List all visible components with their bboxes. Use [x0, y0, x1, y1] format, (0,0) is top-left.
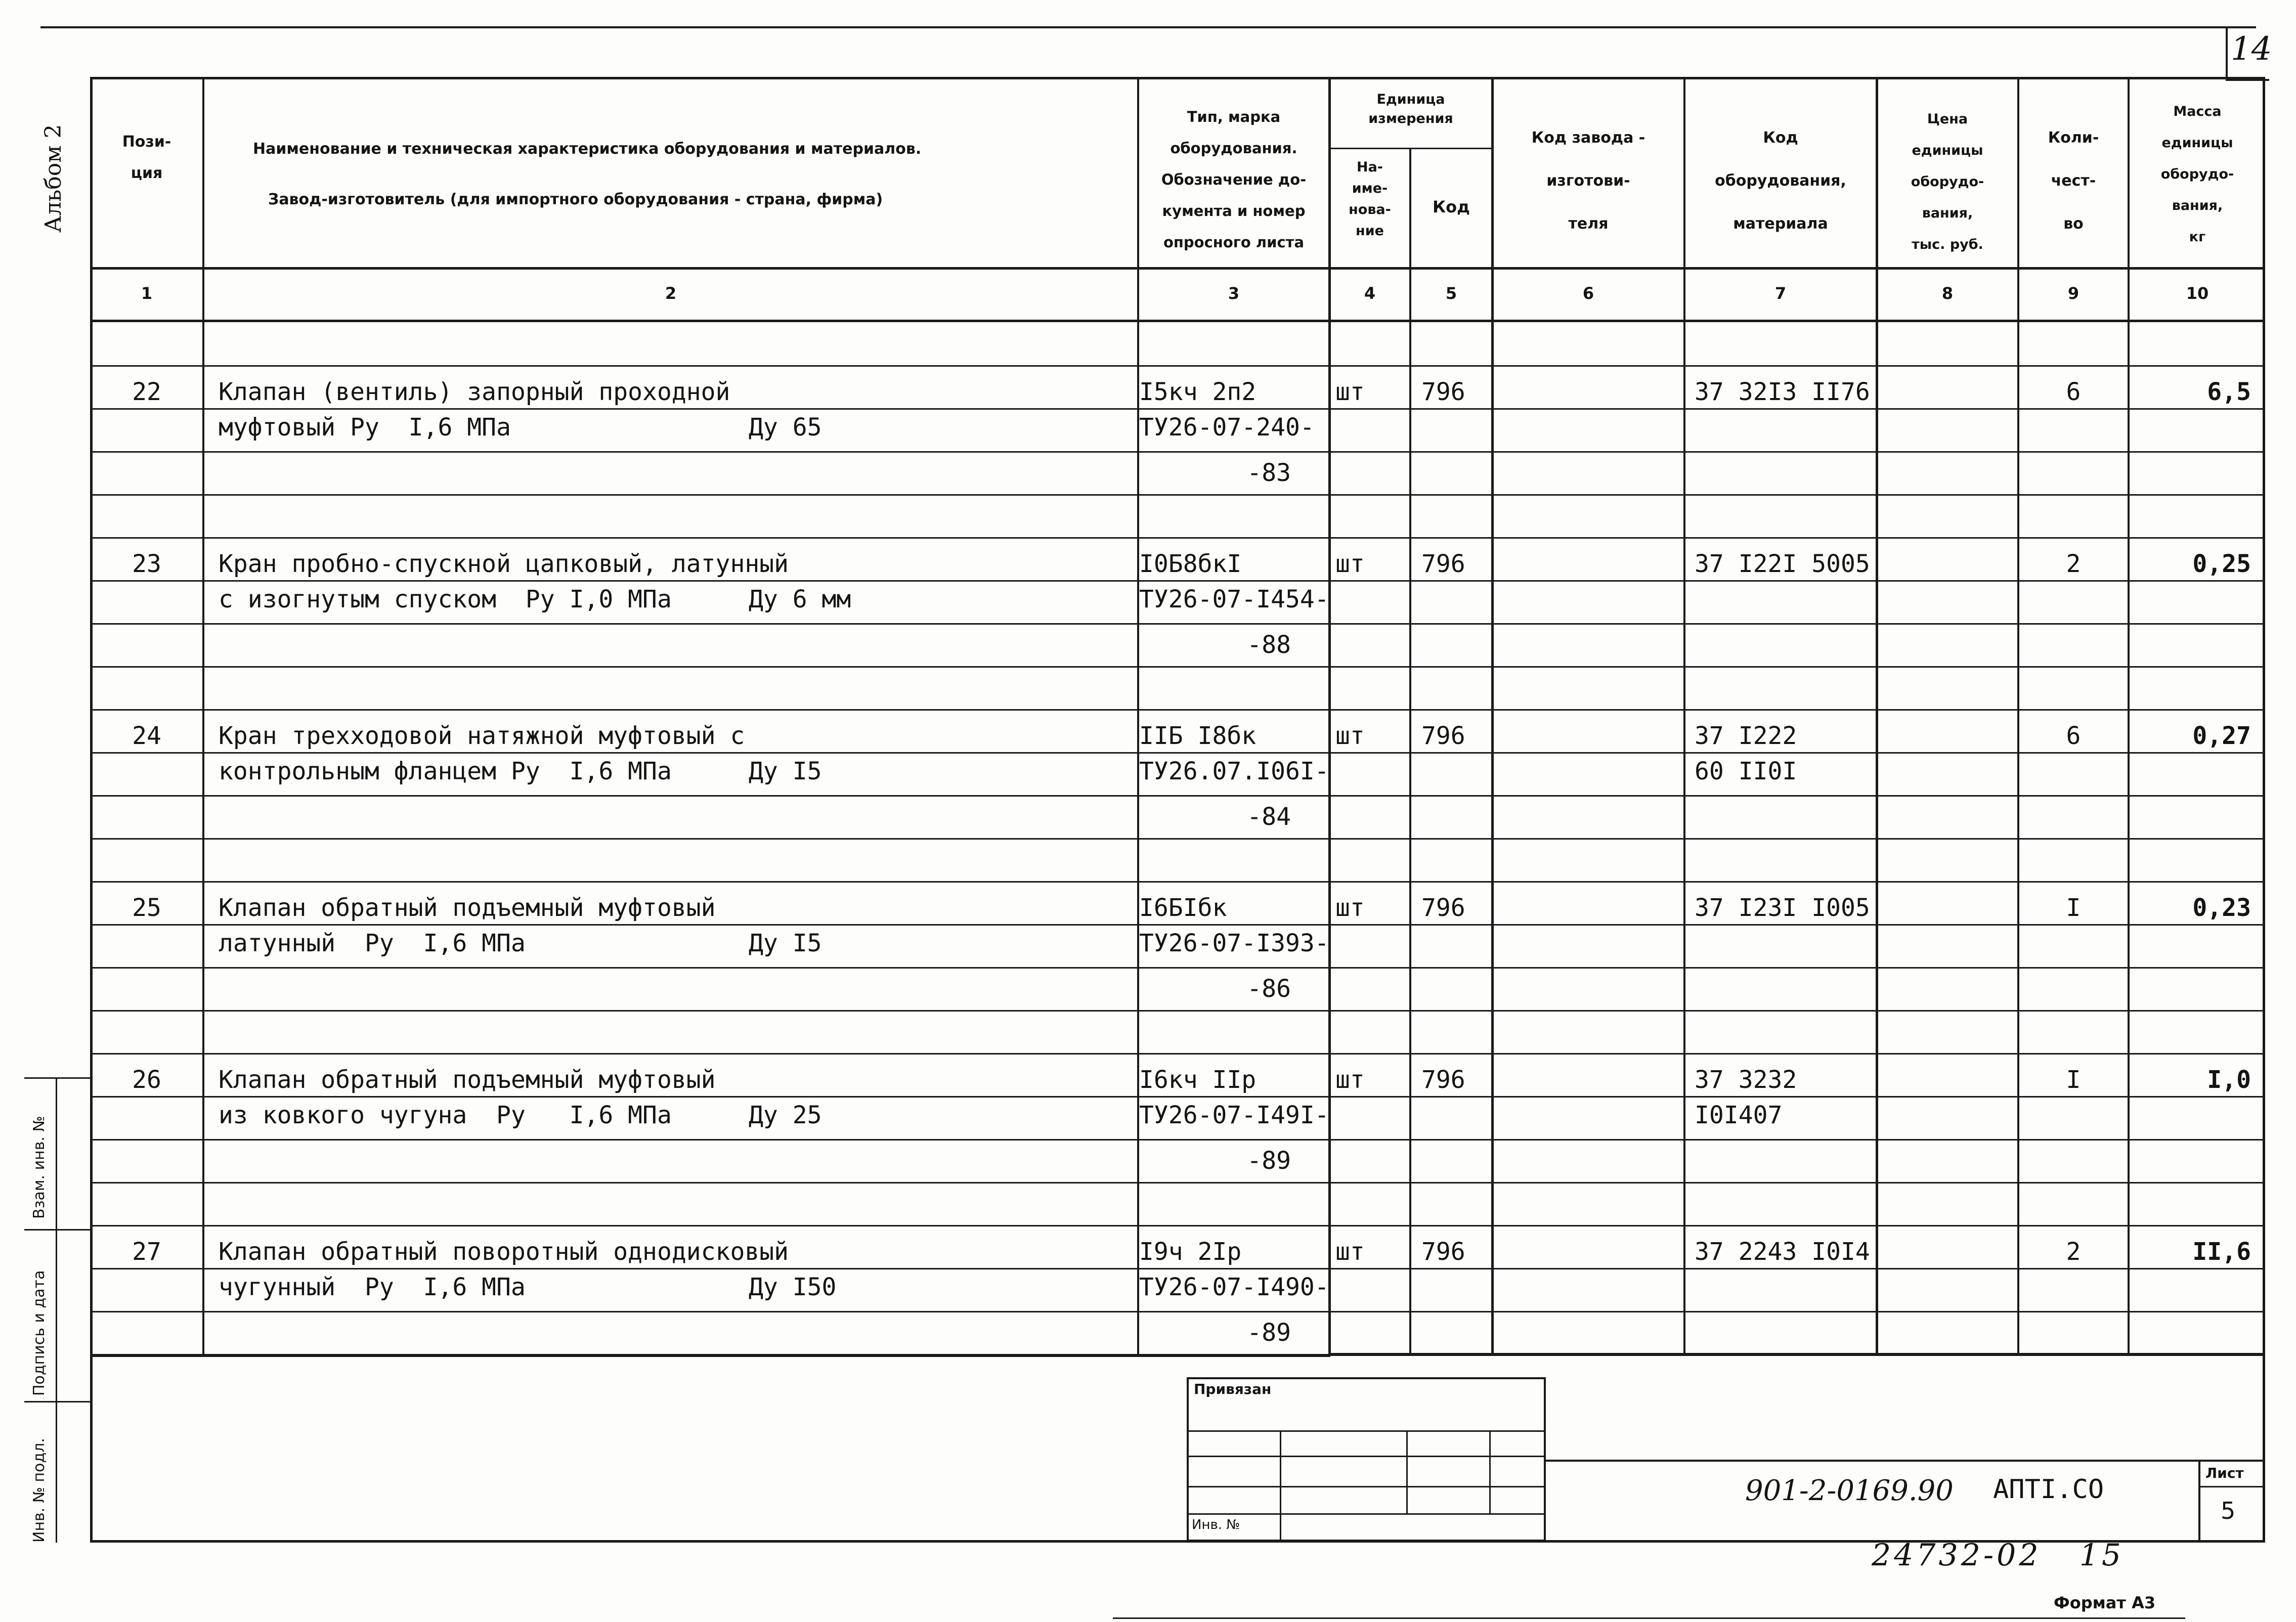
- stamp-vline-3: [1489, 1430, 1491, 1514]
- row-mass: II,6: [2192, 1238, 2251, 1266]
- row-line: [90, 666, 2265, 668]
- row-line: [90, 1139, 2265, 1141]
- row-du: Ду I50: [749, 1273, 837, 1301]
- row-name-line-2: контрольным фланцем Ру I,6 МПа: [219, 757, 672, 785]
- row-name-line-1: Кран трехходовой натяжной муфтовый с: [219, 722, 745, 750]
- table-end-line: [90, 1355, 1330, 1357]
- col-line-1: [202, 77, 204, 1355]
- row-doc: ТУ26-07-I454-: [1139, 585, 1329, 613]
- list-label: Лист: [2205, 1465, 2244, 1481]
- row-line: [90, 1010, 2265, 1012]
- list-box-left: [2198, 1460, 2200, 1543]
- row-name-line-1: Клапан обратный подъемный муфтовый: [219, 1066, 716, 1094]
- hdr-mass: Масса единицы оборудо- вания, кг: [2160, 104, 2234, 245]
- colnum-6: 6: [1582, 284, 1594, 303]
- colnum-10: 10: [2186, 284, 2209, 303]
- row-du: Ду I5: [749, 757, 822, 785]
- colnum-3: 3: [1228, 284, 1240, 303]
- row-mass: 0,25: [2192, 550, 2251, 578]
- col-line-3: [1328, 77, 1331, 1355]
- header-bottom-line: [90, 267, 2265, 270]
- row-equip-code-2: I0I407: [1695, 1101, 1783, 1129]
- doc-mark: АПТI.СО: [1993, 1474, 2104, 1505]
- row-qty: I: [2066, 1066, 2081, 1094]
- row-equip-code: 37 3232: [1695, 1066, 1797, 1094]
- colnum-bottom-line: [90, 320, 2265, 322]
- row-mass: 0,27: [2192, 722, 2251, 750]
- col-line-7: [1876, 77, 1878, 1355]
- list-number: 5: [2221, 1497, 2236, 1524]
- inv-podl-label: Инв. № подл.: [30, 1438, 48, 1543]
- row-name-line-2: муфтовый Ру I,6 МПа: [219, 413, 511, 442]
- hdr-equip-code: Код оборудования, материала: [1715, 129, 1846, 233]
- bottom-number: 24732-02 15: [1872, 1538, 2125, 1573]
- row-line: [90, 1096, 2265, 1098]
- list-box-mid: [2198, 1486, 2265, 1487]
- row-qty: 6: [2066, 378, 2081, 406]
- row-doc-suffix: -86: [1247, 975, 1291, 1003]
- row-mass: 6,5: [2207, 378, 2251, 406]
- colnum-1: 1: [141, 284, 153, 303]
- row-position: 26: [132, 1066, 161, 1094]
- hdr-pos: Пози- ция: [122, 133, 171, 182]
- main-stamp-top: [1546, 1460, 2265, 1462]
- row-name-line-1: Клапан обратный поворотный однодисковый: [219, 1238, 789, 1266]
- row-du: Ду 25: [749, 1101, 822, 1129]
- row-line: [90, 752, 2265, 754]
- format-label: Формат А3: [2054, 1593, 2156, 1612]
- side-strip-sep-2: [24, 1229, 90, 1231]
- colnum-5: 5: [1445, 284, 1457, 303]
- row-line: [90, 924, 2265, 926]
- row-line: [90, 838, 2265, 840]
- row-line: [90, 1053, 2265, 1055]
- privyazan-label: Привязан: [1194, 1381, 1272, 1397]
- row-position: 27: [132, 1238, 161, 1266]
- hdr-qty: Коли- чест- во: [2048, 129, 2099, 233]
- row-doc-suffix: -84: [1247, 803, 1291, 831]
- row-type: IIБ I8бк: [1139, 722, 1257, 750]
- row-equip-code: 37 I222: [1695, 722, 1797, 750]
- row-qty: 2: [2066, 1238, 2081, 1266]
- row-type: I6кч IIр: [1139, 1066, 1257, 1094]
- row-doc-suffix: -83: [1247, 459, 1291, 487]
- hdr-name: Наименование и техническая характеристика оборудования и материалов. Завод-изготовитель (для импортного оборудования - страна, фирма): [253, 140, 922, 208]
- row-doc-suffix: -88: [1247, 631, 1291, 659]
- privyazan-box: [1187, 1377, 1546, 1542]
- side-strip-sep-1: [24, 1077, 90, 1079]
- col-line-8: [2017, 77, 2019, 1355]
- hdr-unit-group: Единица измерения: [1368, 92, 1453, 126]
- row-du: Ду 65: [749, 413, 822, 442]
- row-line: [90, 1225, 2265, 1226]
- row-line: [90, 967, 2265, 969]
- row-type: I5кч 2п2: [1139, 378, 1257, 406]
- row-line: [90, 709, 2265, 711]
- album-label: Альбом 2: [40, 124, 66, 233]
- row-line: [90, 365, 2265, 367]
- row-unit: шт: [1335, 722, 1365, 750]
- row-unit-code: 796: [1421, 722, 1465, 750]
- row-doc: ТУ26-07-I490-: [1139, 1273, 1329, 1301]
- row-unit: шт: [1335, 378, 1365, 406]
- row-type: I9ч 2Iр: [1139, 1238, 1242, 1266]
- hdr-price: Цена единицы оборудо- вания, тыс. руб.: [1911, 111, 1984, 252]
- row-qty: I: [2066, 894, 2081, 922]
- row-unit: шт: [1335, 1066, 1365, 1094]
- colnum-4: 4: [1364, 284, 1376, 303]
- row-unit: шт: [1335, 1238, 1365, 1266]
- row-line: [90, 537, 2265, 539]
- row-unit-code: 796: [1421, 378, 1465, 406]
- doc-code: 901-2-0169.90: [1745, 1474, 1954, 1507]
- row-unit: шт: [1335, 894, 1365, 922]
- hdr-type: Тип, марка оборудования. Обозначение до- кумента и номер опросного листа: [1161, 108, 1307, 251]
- row-equip-code: 37 I22I 5005: [1695, 550, 1870, 578]
- row-name-line-2: с изогнутым спуском Ру I,0 МПа: [219, 585, 672, 613]
- row-doc-suffix: -89: [1247, 1319, 1291, 1347]
- col-line-6: [1683, 77, 1685, 1355]
- row-line: [90, 623, 2265, 625]
- corner-sheet-number: 14: [2231, 30, 2272, 68]
- side-strip-sep-3: [24, 1401, 90, 1402]
- row-mass: I,0: [2207, 1066, 2251, 1094]
- row-line: [90, 494, 2265, 496]
- row-line: [90, 408, 2265, 410]
- top-rule: [40, 26, 2256, 28]
- row-unit-code: 796: [1421, 1066, 1465, 1094]
- row-position: 24: [132, 722, 161, 750]
- row-equip-code: 37 I23I I005: [1695, 894, 1870, 922]
- row-name-line-1: Кран пробно-спускной цапковый, латунный: [219, 550, 789, 578]
- row-doc: ТУ26-07-I393-: [1139, 929, 1329, 957]
- stamp-line-3: [1187, 1486, 1546, 1487]
- col-line-5: [1491, 77, 1494, 1355]
- vzam-inv-label: Взам. инв. №: [30, 1116, 48, 1219]
- row-line: [90, 881, 2265, 883]
- stamp-line-2: [1187, 1456, 1546, 1457]
- row-name-line-2: из ковкого чугуна Ру I,6 МПа: [219, 1101, 672, 1129]
- row-du: Ду I5: [749, 929, 822, 957]
- stamp-line-1: [1187, 1430, 1546, 1432]
- colnum-7: 7: [1774, 284, 1787, 303]
- inv-no-label: Инв. №: [1192, 1517, 1240, 1532]
- stamp-line-4: [1187, 1513, 1546, 1515]
- table-bottom-line: [1328, 1353, 2265, 1356]
- row-name-line-2: чугунный Ру I,6 МПа: [219, 1273, 526, 1301]
- row-qty: 6: [2066, 722, 2081, 750]
- row-position: 22: [132, 378, 161, 406]
- row-doc: ТУ26-07-240-: [1139, 413, 1315, 442]
- row-position: 23: [132, 550, 161, 578]
- colnum-2: 2: [665, 284, 677, 303]
- hdr-unit-code: Код: [1433, 197, 1470, 216]
- col-line-9: [2128, 77, 2130, 1355]
- colnum-8: 8: [1941, 284, 1954, 303]
- row-du: Ду 6 мм: [749, 585, 851, 613]
- row-line: [90, 580, 2265, 582]
- row-position: 25: [132, 894, 161, 922]
- row-doc: ТУ26.07.I06I-: [1139, 757, 1329, 785]
- row-line: [90, 1182, 2265, 1183]
- side-strip-line: [56, 1077, 57, 1543]
- col-line-4: [1409, 148, 1411, 1355]
- row-name-line-1: Клапан (вентиль) запорный проходной: [219, 378, 730, 406]
- row-type: I0Б8бкI: [1139, 550, 1242, 578]
- hdr-unit-name: На- име- нова- ние: [1349, 159, 1391, 239]
- row-equip-code: 37 2243 I0I4: [1695, 1238, 1870, 1266]
- stamp-vline-2: [1406, 1430, 1408, 1514]
- bottom-rule: [1113, 1617, 2185, 1619]
- colnum-9: 9: [2067, 284, 2080, 303]
- row-name-line-1: Клапан обратный подъемный муфтовый: [219, 894, 716, 922]
- row-unit-code: 796: [1421, 550, 1465, 578]
- row-line: [90, 1311, 2265, 1312]
- row-line: [90, 1268, 2265, 1269]
- row-doc-suffix: -89: [1247, 1147, 1291, 1175]
- hdr-factory-code: Код завода - изготови- теля: [1531, 129, 1645, 233]
- row-mass: 0,23: [2192, 894, 2251, 922]
- row-qty: 2: [2066, 550, 2081, 578]
- row-unit-code: 796: [1421, 1238, 1465, 1266]
- row-unit: шт: [1335, 550, 1365, 578]
- row-equip-code-2: 60 II0I: [1695, 757, 1797, 785]
- row-unit-code: 796: [1421, 894, 1465, 922]
- row-name-line-2: латунный Ру I,6 МПа: [219, 929, 526, 957]
- podpis-data-label: Подпись и дата: [30, 1270, 48, 1396]
- row-line: [90, 795, 2265, 797]
- row-doc: ТУ26-07-I49I-: [1139, 1101, 1329, 1129]
- row-equip-code: 37 32I3 II76: [1695, 378, 1870, 406]
- row-type: I6БIбк: [1139, 894, 1227, 922]
- stamp-vline-1: [1280, 1430, 1281, 1542]
- row-line: [90, 451, 2265, 453]
